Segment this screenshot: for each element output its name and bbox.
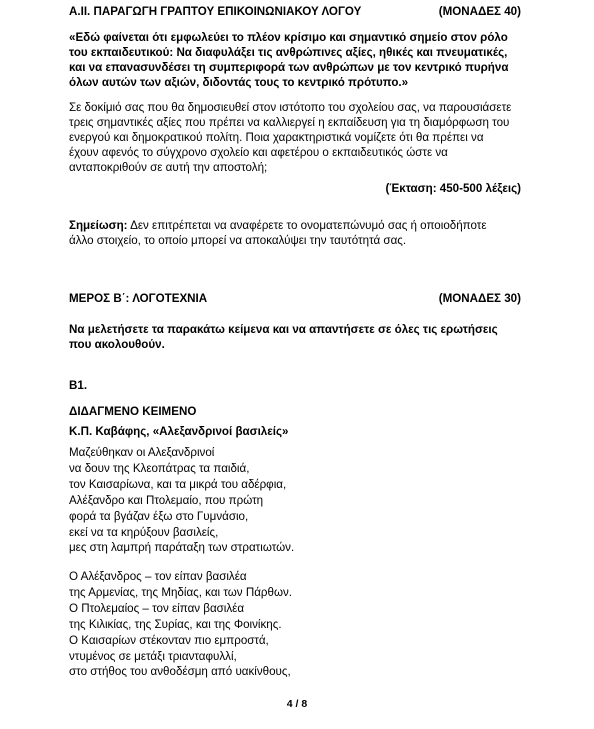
poem-title: Κ.Π. Καβάφης, «Αλεξανδρινοί βασιλείς» (69, 425, 289, 438)
task-line: ανταποκριθούν σε αυτή την αποστολή; (69, 161, 268, 174)
poem-line: της Αρμενίας, της Μηδίας, και των Πάρθων. (69, 585, 293, 599)
poem-line: φορά τα βγάζαν έξω στο Γυμνάσιο, (69, 509, 249, 523)
extent-line (69, 181, 524, 196)
note-text: Δεν επιτρέπεται να αναφέρετε το ονοματεπώνυμό σας ή οποιοδήποτε (127, 219, 487, 232)
poem-line: στο στήθος του ανθοδέσμη από υακίνθους, (69, 665, 291, 679)
page-number: 4 / 8 (286, 698, 308, 710)
section-b-title: ΜΕΡΟΣ Β΄: ΛΟΓΟΤΕΧΝΙΑ (69, 292, 208, 305)
note-paragraph (69, 218, 524, 248)
poem-line: Ο Αλέξανδρος – τον είπαν βασιλέα (69, 570, 247, 583)
extent-text: (Έκταση: 450-500 λέξεις) (385, 182, 521, 195)
poem-stanza-2 (69, 569, 524, 680)
task-line: ενεργού και δημοκρατικού πολίτη. Ποια χαρακτηριστικά νομίζετε ότι θα πρέπει να (69, 131, 484, 144)
poem-line: Ο Καισαρίων στέκονταν πιο εμπροστά, (69, 633, 269, 647)
poem-line: εκεί να τα κηρύξουν βασιλείς, (69, 525, 219, 539)
quote-paragraph (69, 30, 524, 90)
instruction-line: Να μελετήσετε τα παρακάτω κείμενα και να απαντήσετε σε όλες τις ερωτήσεις (69, 323, 498, 336)
poem-line: Μαζεύθηκαν οι Αλεξανδρινοί (69, 446, 215, 459)
poem-line: Αλέξανδρο και Πτολεμαίο, που πρώτη (69, 493, 264, 507)
poem-line: της Κιλικίας, της Συρίας, και της Φοινίκης. (69, 617, 282, 631)
task-line: Σε δοκίμιό σας που θα δημοσιευθεί στον ιστότοπο του σχολείου σας, να παρουσιάσετε (69, 101, 512, 114)
instruction-paragraph (69, 322, 524, 352)
note-label: Σημείωση: (69, 219, 128, 232)
quote-line: «Εδώ φαίνεται ότι εμφωλεύει το πλέον κρίσιμο και σημαντικό σημείο στον ρόλο (69, 31, 508, 44)
task-line: έχουν αφενός το σύγχρονο σχολείο και αφετέρου ο εκπαιδευτικός ώστε να (69, 146, 448, 159)
task-paragraph (69, 100, 524, 175)
quote-line: και να επανασυνδέσει τη συμπεριφορά των ανθρώπων με τον κεντρικό πυρήνα (69, 61, 509, 74)
section-b-points: (ΜΟΝΑΔΕΣ 30) (438, 292, 521, 305)
task-line: τρεις σημαντικές αξίες που πρέπει να καλλιεργεί η εκπαίδευση για τη διαμόρφωση του (69, 116, 510, 129)
poem-line: τον Καισαρίωνα, και τα μικρά του αδέρφια, (69, 477, 287, 491)
quote-line: του εκπαιδευτικού: Να διαφυλάξει τις ανθρώπινες αξίες, ηθικές και πνευματικές, (69, 46, 508, 59)
note-text-2: άλλο στοιχείο, το οποίο μπορεί να αποκαλύψει την ταυτότητά σας. (69, 234, 407, 247)
b1-heading: Β1. (69, 379, 88, 392)
instruction-line: που ακολουθούν. (69, 338, 165, 351)
poem-line: να δουν της Κλεοπάτρας τα παιδιά, (69, 461, 250, 475)
section-a-title: Α.ΙΙ. ΠΑΡΑΓΩΓΗ ΓΡΑΠΤΟΥ ΕΠΙΚΟΙΝΩΝΙΑΚΟΥ ΛΟΓΟΥ (69, 5, 362, 18)
poem-line: Ο Πτολεμαίος – τον είπαν βασιλέα (69, 601, 245, 615)
poem-stanza-1 (69, 445, 524, 556)
section-a-points: (ΜΟΝΑΔΕΣ 40) (438, 5, 521, 18)
quote-line: όλων αυτών των αξιών, διδοντάς τους το κεντρικό πρότυπο.» (69, 76, 409, 89)
taught-text-heading: ΔΙΔΑΓΜΕΝΟ ΚΕΙΜΕΝΟ (69, 405, 197, 418)
section-b-header (69, 291, 524, 306)
section-a-header (69, 4, 524, 19)
poem-line: μες στη λαμπρή παράταξη των στρατιωτών. (69, 541, 295, 555)
poem-line: ντυμένος σε μετάξι τριανταφυλλί, (69, 649, 237, 663)
